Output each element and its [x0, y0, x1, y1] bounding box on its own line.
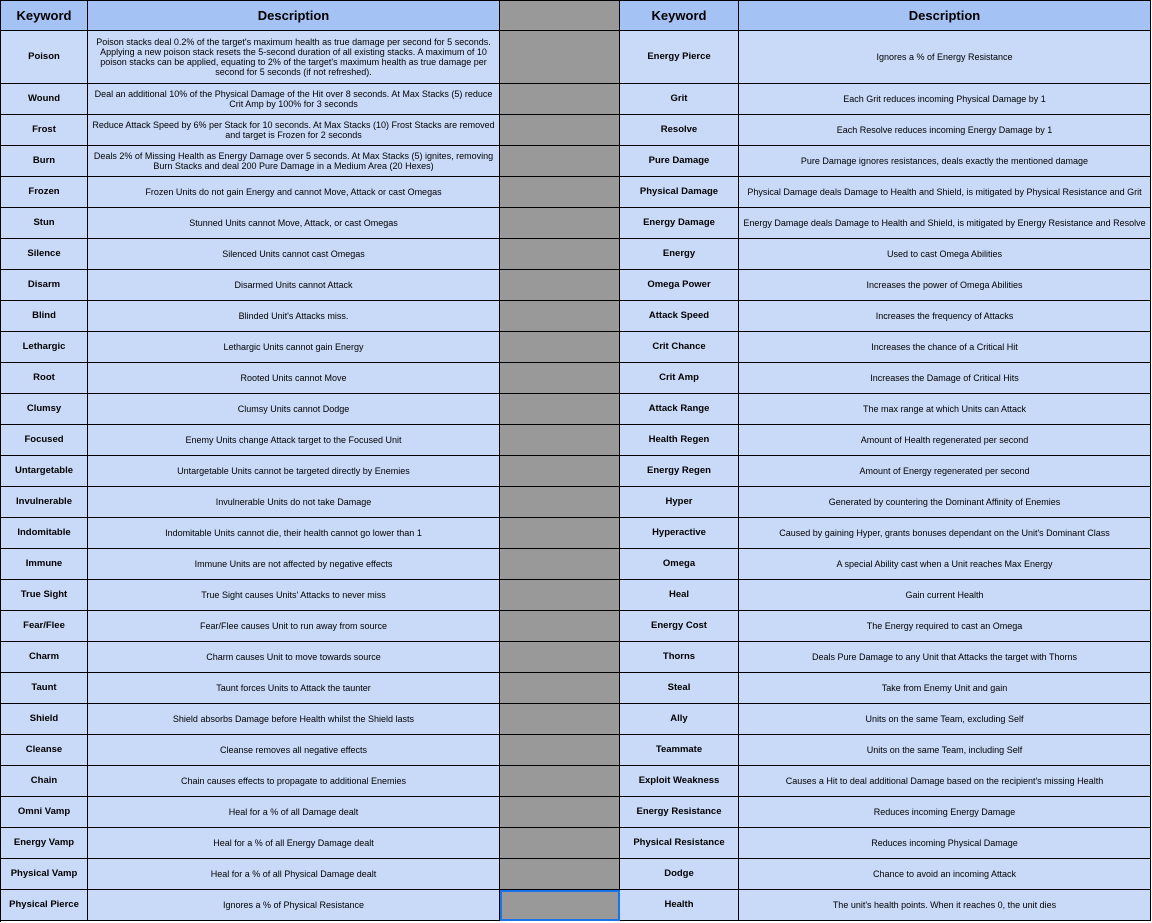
left-keyword-cell[interactable]: Cleanse	[1, 735, 88, 766]
left-keyword-cell[interactable]: True Sight	[1, 580, 88, 611]
right-keyword-cell[interactable]: Attack Speed	[620, 301, 739, 332]
right-keyword-cell[interactable]: Grit	[620, 84, 739, 115]
empty-gap-cell[interactable]	[500, 766, 620, 797]
right-description-cell[interactable]: Units on the same Team, excluding Self	[739, 704, 1151, 735]
left-description-cell[interactable]: Charm causes Unit to move towards source	[88, 642, 500, 673]
empty-gap-cell[interactable]	[500, 611, 620, 642]
right-keyword-cell[interactable]: Crit Chance	[620, 332, 739, 363]
right-description-cell[interactable]: Physical Damage deals Damage to Health and Shield, is mitigated by Physical Resistance and Grit	[739, 177, 1151, 208]
right-keyword-cell[interactable]: Steal	[620, 673, 739, 704]
right-description-cell[interactable]: Gain current Health	[739, 580, 1151, 611]
left-description-cell[interactable]: Rooted Units cannot Move	[88, 363, 500, 394]
right-keyword-cell[interactable]: Health	[620, 890, 739, 921]
left-keyword-cell[interactable]: Invulnerable	[1, 487, 88, 518]
empty-gap-cell[interactable]	[500, 363, 620, 394]
left-keyword-cell[interactable]: Fear/Flee	[1, 611, 88, 642]
empty-gap-cell[interactable]	[500, 859, 620, 890]
right-keyword-cell[interactable]: Attack Range	[620, 394, 739, 425]
right-keyword-cell[interactable]: Physical Damage	[620, 177, 739, 208]
right-keyword-cell[interactable]: Energy Cost	[620, 611, 739, 642]
left-keyword-cell[interactable]: Burn	[1, 146, 88, 177]
left-keyword-cell[interactable]: Clumsy	[1, 394, 88, 425]
right-description-cell[interactable]: The unit's health points. When it reaches 0, the unit dies	[739, 890, 1151, 921]
right-keyword-cell[interactable]: Energy	[620, 239, 739, 270]
left-description-cell[interactable]: Frozen Units do not gain Energy and cannot Move, Attack or cast Omegas	[88, 177, 500, 208]
empty-gap-cell[interactable]	[500, 673, 620, 704]
left-description-cell[interactable]: Chain causes effects to propagate to additional Enemies	[88, 766, 500, 797]
empty-gap-cell[interactable]	[500, 518, 620, 549]
right-description-cell[interactable]: Reduces incoming Physical Damage	[739, 828, 1151, 859]
empty-gap-cell[interactable]	[500, 270, 620, 301]
left-description-cell[interactable]: Lethargic Units cannot gain Energy	[88, 332, 500, 363]
left-description-cell[interactable]: Deal an additional 10% of the Physical Damage of the Hit over 8 seconds. At Max Stacks (5) reduce Crit Amp by 100% for 3 seconds	[88, 84, 500, 115]
left-description-cell[interactable]: Untargetable Units cannot be targeted directly by Enemies	[88, 456, 500, 487]
left-keyword-cell[interactable]: Charm	[1, 642, 88, 673]
left-keyword-cell[interactable]: Taunt	[1, 673, 88, 704]
left-keyword-cell[interactable]: Untargetable	[1, 456, 88, 487]
left-keyword-cell[interactable]: Blind	[1, 301, 88, 332]
empty-gap-cell[interactable]	[500, 115, 620, 146]
left-keyword-cell[interactable]: Root	[1, 363, 88, 394]
right-description-cell[interactable]: Amount of Energy regenerated per second	[739, 456, 1151, 487]
right-description-cell[interactable]: A special Ability cast when a Unit reaches Max Energy	[739, 549, 1151, 580]
right-description-cell[interactable]: The max range at which Units can Attack	[739, 394, 1151, 425]
left-description-cell[interactable]: Invulnerable Units do not take Damage	[88, 487, 500, 518]
empty-gap-cell[interactable]	[500, 580, 620, 611]
right-description-cell[interactable]: Generated by countering the Dominant Affinity of Enemies	[739, 487, 1151, 518]
empty-gap-cell[interactable]	[500, 332, 620, 363]
right-description-cell[interactable]: Increases the power of Omega Abilities	[739, 270, 1151, 301]
header-keyword-right[interactable]: Keyword	[620, 1, 739, 31]
left-description-cell[interactable]: Cleanse removes all negative effects	[88, 735, 500, 766]
right-keyword-cell[interactable]: Crit Amp	[620, 363, 739, 394]
empty-gap-cell[interactable]	[500, 301, 620, 332]
left-keyword-cell[interactable]: Focused	[1, 425, 88, 456]
left-description-cell[interactable]: Taunt forces Units to Attack the taunter	[88, 673, 500, 704]
header-empty-cell[interactable]	[500, 1, 620, 31]
left-keyword-cell[interactable]: Immune	[1, 549, 88, 580]
right-description-cell[interactable]: Units on the same Team, including Self	[739, 735, 1151, 766]
left-keyword-cell[interactable]: Frozen	[1, 177, 88, 208]
right-description-cell[interactable]: Used to cast Omega Abilities	[739, 239, 1151, 270]
empty-gap-cell[interactable]	[500, 890, 620, 921]
empty-gap-cell[interactable]	[500, 177, 620, 208]
empty-gap-cell[interactable]	[500, 828, 620, 859]
left-keyword-cell[interactable]: Energy Vamp	[1, 828, 88, 859]
header-description-left[interactable]: Description	[88, 1, 500, 31]
right-keyword-cell[interactable]: Energy Damage	[620, 208, 739, 239]
left-description-cell[interactable]: Disarmed Units cannot Attack	[88, 270, 500, 301]
left-keyword-cell[interactable]: Poison	[1, 31, 88, 84]
empty-gap-cell[interactable]	[500, 208, 620, 239]
left-description-cell[interactable]: True Sight causes Units' Attacks to never miss	[88, 580, 500, 611]
left-description-cell[interactable]: Silenced Units cannot cast Omegas	[88, 239, 500, 270]
left-description-cell[interactable]: Clumsy Units cannot Dodge	[88, 394, 500, 425]
left-description-cell[interactable]: Stunned Units cannot Move, Attack, or cast Omegas	[88, 208, 500, 239]
left-keyword-cell[interactable]: Shield	[1, 704, 88, 735]
left-description-cell[interactable]: Heal for a % of all Damage dealt	[88, 797, 500, 828]
right-description-cell[interactable]: Each Resolve reduces incoming Energy Damage by 1	[739, 115, 1151, 146]
left-description-cell[interactable]: Fear/Flee causes Unit to run away from source	[88, 611, 500, 642]
empty-gap-cell[interactable]	[500, 704, 620, 735]
right-keyword-cell[interactable]: Health Regen	[620, 425, 739, 456]
right-keyword-cell[interactable]: Exploit Weakness	[620, 766, 739, 797]
right-description-cell[interactable]: Reduces incoming Energy Damage	[739, 797, 1151, 828]
right-keyword-cell[interactable]: Energy Resistance	[620, 797, 739, 828]
empty-gap-cell[interactable]	[500, 84, 620, 115]
left-keyword-cell[interactable]: Physical Vamp	[1, 859, 88, 890]
left-keyword-cell[interactable]: Disarm	[1, 270, 88, 301]
right-keyword-cell[interactable]: Energy Regen	[620, 456, 739, 487]
right-description-cell[interactable]: Increases the chance of a Critical Hit	[739, 332, 1151, 363]
right-description-cell[interactable]: Increases the frequency of Attacks	[739, 301, 1151, 332]
left-description-cell[interactable]: Immune Units are not affected by negative effects	[88, 549, 500, 580]
right-description-cell[interactable]: Pure Damage ignores resistances, deals exactly the mentioned damage	[739, 146, 1151, 177]
empty-gap-cell[interactable]	[500, 797, 620, 828]
right-keyword-cell[interactable]: Omega Power	[620, 270, 739, 301]
right-keyword-cell[interactable]: Omega	[620, 549, 739, 580]
empty-gap-cell[interactable]	[500, 549, 620, 580]
right-keyword-cell[interactable]: Thorns	[620, 642, 739, 673]
left-description-cell[interactable]: Indomitable Units cannot die, their health cannot go lower than 1	[88, 518, 500, 549]
right-keyword-cell[interactable]: Hyperactive	[620, 518, 739, 549]
left-keyword-cell[interactable]: Physical Pierce	[1, 890, 88, 921]
left-keyword-cell[interactable]: Indomitable	[1, 518, 88, 549]
right-keyword-cell[interactable]: Resolve	[620, 115, 739, 146]
right-description-cell[interactable]: Causes a Hit to deal additional Damage based on the recipient's missing Health	[739, 766, 1151, 797]
left-description-cell[interactable]: Reduce Attack Speed by 6% per Stack for 10 seconds. At Max Stacks (10) Frost Stacks are removed and target is Frozen for 2 seconds	[88, 115, 500, 146]
left-description-cell[interactable]: Enemy Units change Attack target to the Focused Unit	[88, 425, 500, 456]
empty-gap-cell[interactable]	[500, 642, 620, 673]
empty-gap-cell[interactable]	[500, 735, 620, 766]
left-keyword-cell[interactable]: Silence	[1, 239, 88, 270]
right-description-cell[interactable]: Chance to avoid an incoming Attack	[739, 859, 1151, 890]
left-description-cell[interactable]: Shield absorbs Damage before Health whilst the Shield lasts	[88, 704, 500, 735]
left-description-cell[interactable]: Ignores a % of Physical Resistance	[88, 890, 500, 921]
empty-gap-cell[interactable]	[500, 146, 620, 177]
right-description-cell[interactable]: The Energy required to cast an Omega	[739, 611, 1151, 642]
left-keyword-cell[interactable]: Omni Vamp	[1, 797, 88, 828]
empty-gap-cell[interactable]	[500, 425, 620, 456]
right-keyword-cell[interactable]: Pure Damage	[620, 146, 739, 177]
left-description-cell[interactable]: Poison stacks deal 0.2% of the target's maximum health as true damage per second for 5 seconds. Applying a new poison stack resets the 5-second duration of all existing stacks. A maximum of 10 poison stacks can be applied, equating to 2% of the target's maximum health as true damage per second for 5 seconds (if not refreshed).	[88, 31, 500, 84]
right-keyword-cell[interactable]: Hyper	[620, 487, 739, 518]
left-description-cell[interactable]: Blinded Unit's Attacks miss.	[88, 301, 500, 332]
right-description-cell[interactable]: Energy Damage deals Damage to Health and Shield, is mitigated by Energy Resistance and Resolve	[739, 208, 1151, 239]
right-keyword-cell[interactable]: Energy Pierce	[620, 31, 739, 84]
header-keyword-left[interactable]: Keyword	[1, 1, 88, 31]
empty-gap-cell[interactable]	[500, 487, 620, 518]
right-keyword-cell[interactable]: Teammate	[620, 735, 739, 766]
right-description-cell[interactable]: Deals Pure Damage to any Unit that Attacks the target with Thorns	[739, 642, 1151, 673]
left-keyword-cell[interactable]: Stun	[1, 208, 88, 239]
left-keyword-cell[interactable]: Lethargic	[1, 332, 88, 363]
left-keyword-cell[interactable]: Chain	[1, 766, 88, 797]
right-description-cell[interactable]: Increases the Damage of Critical Hits	[739, 363, 1151, 394]
right-description-cell[interactable]: Caused by gaining Hyper, grants bonuses dependant on the Unit's Dominant Class	[739, 518, 1151, 549]
right-keyword-cell[interactable]: Heal	[620, 580, 739, 611]
empty-gap-cell[interactable]	[500, 394, 620, 425]
right-keyword-cell[interactable]: Physical Resistance	[620, 828, 739, 859]
empty-gap-cell[interactable]	[500, 31, 620, 84]
right-keyword-cell[interactable]: Ally	[620, 704, 739, 735]
right-description-cell[interactable]: Each Grit reduces incoming Physical Damage by 1	[739, 84, 1151, 115]
right-description-cell[interactable]: Ignores a % of Energy Resistance	[739, 31, 1151, 84]
left-keyword-cell[interactable]: Wound	[1, 84, 88, 115]
left-description-cell[interactable]: Heal for a % of all Physical Damage dealt	[88, 859, 500, 890]
right-description-cell[interactable]: Take from Enemy Unit and gain	[739, 673, 1151, 704]
left-description-cell[interactable]: Deals 2% of Missing Health as Energy Damage over 5 seconds. At Max Stacks (5) ignites, removing Burn Stacks and deal 200 Pure Damage in a Medium Area (20 Hexes)	[88, 146, 500, 177]
right-description-cell[interactable]: Amount of Health regenerated per second	[739, 425, 1151, 456]
left-keyword-cell[interactable]: Frost	[1, 115, 88, 146]
left-description-cell[interactable]: Heal for a % of all Energy Damage dealt	[88, 828, 500, 859]
empty-gap-cell[interactable]	[500, 239, 620, 270]
empty-gap-cell[interactable]	[500, 456, 620, 487]
right-keyword-cell[interactable]: Dodge	[620, 859, 739, 890]
header-description-right[interactable]: Description	[739, 1, 1151, 31]
